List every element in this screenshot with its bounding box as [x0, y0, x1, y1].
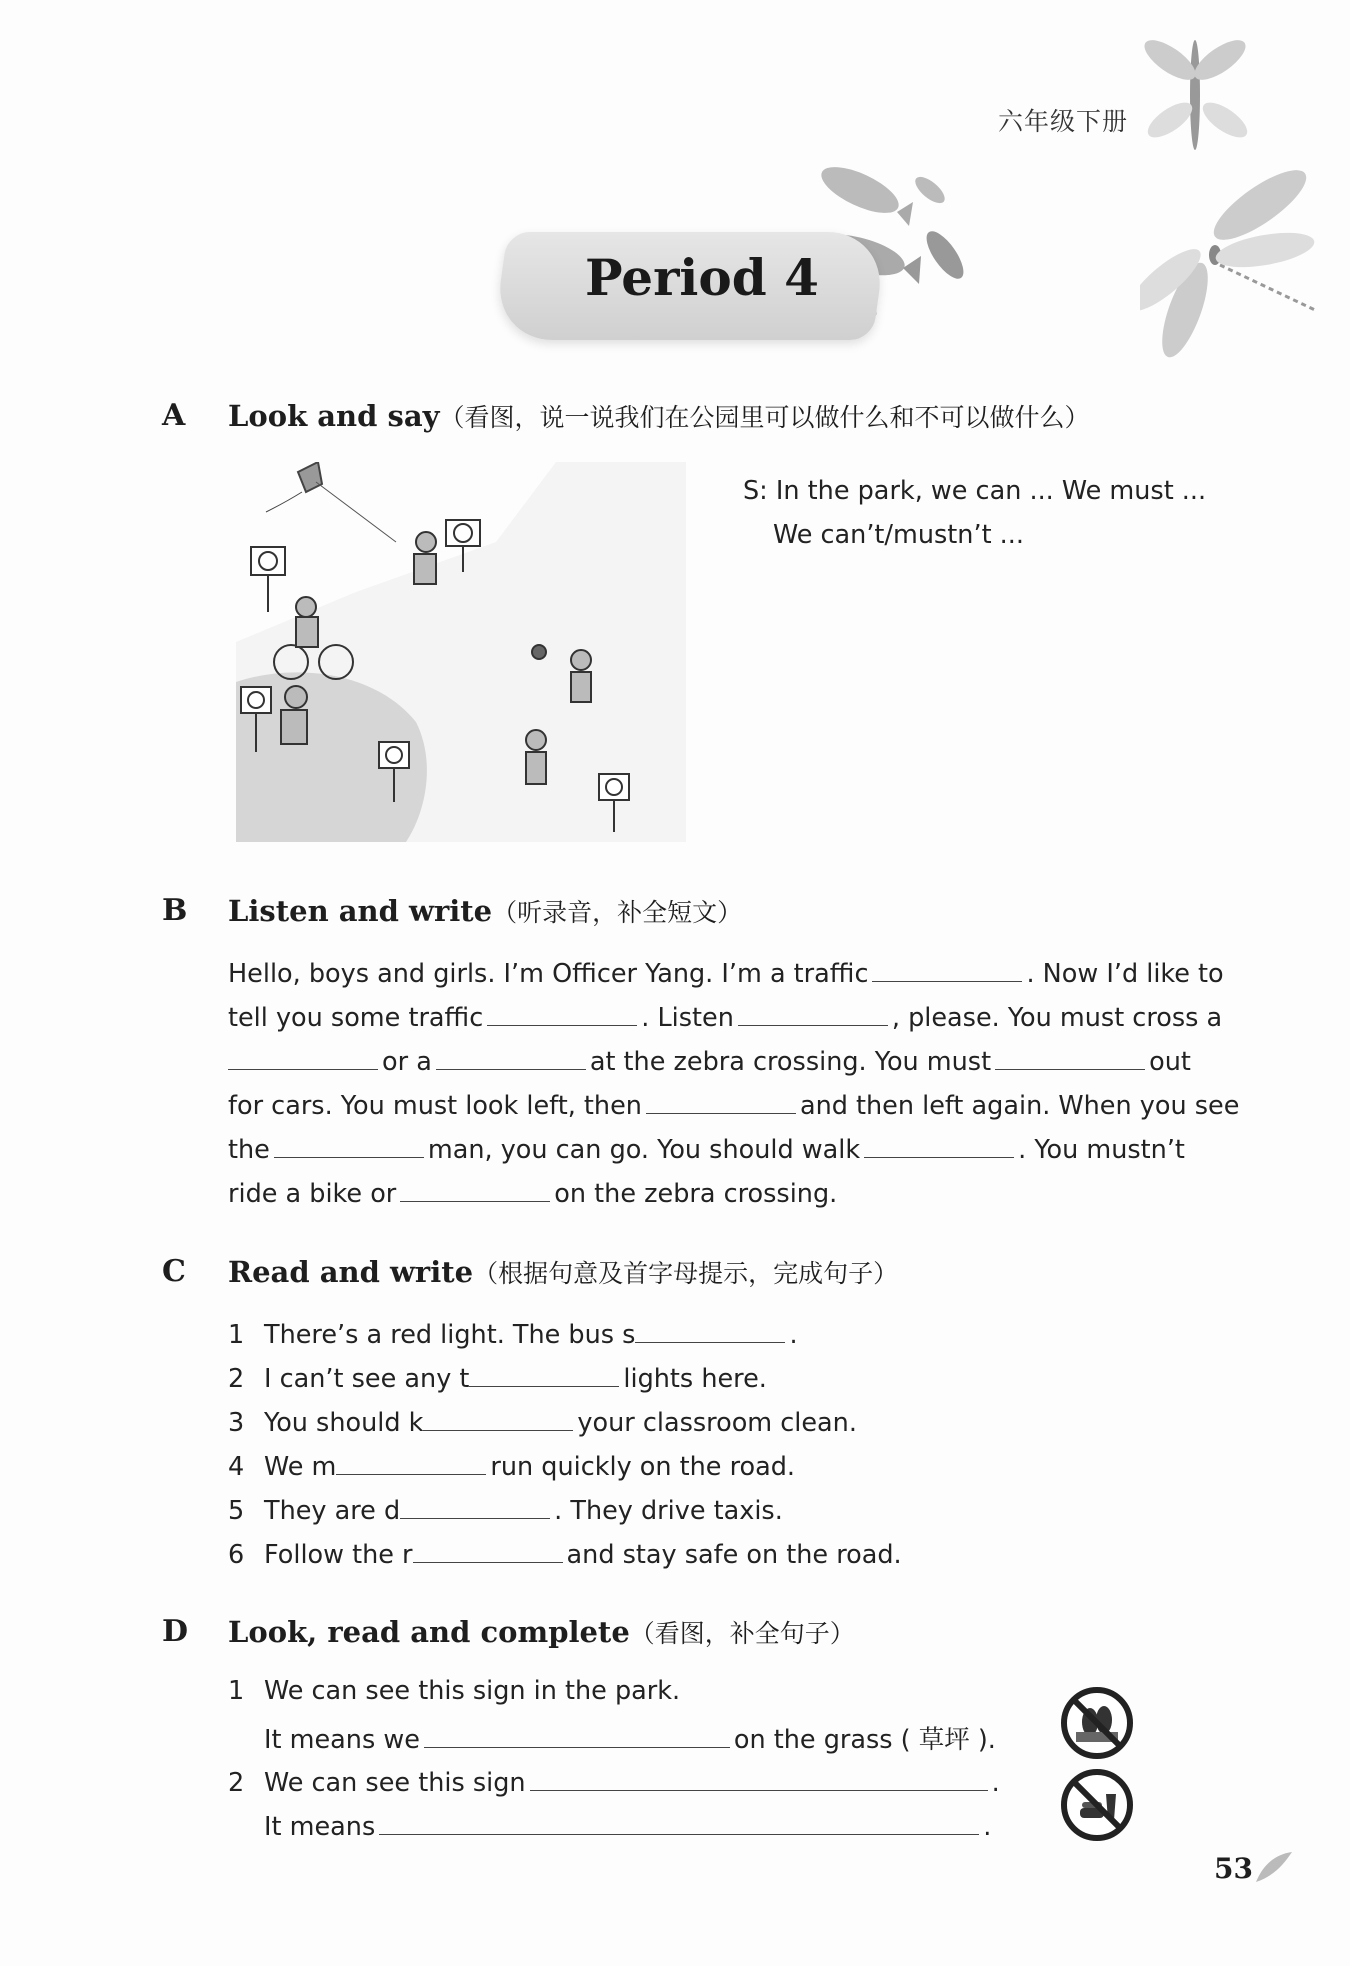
answer-blank[interactable]	[336, 1448, 486, 1475]
answer-blank[interactable]	[635, 1316, 785, 1343]
page-title: Period 4	[585, 248, 819, 307]
complete-item-1-line-2: It means we on the grass ( 草坪 ).	[264, 1720, 996, 1756]
read-write-item-4: 4 We m run quickly on the road.	[228, 1448, 795, 1482]
park-illustration	[236, 462, 686, 842]
no-walking-on-grass-sign-icon	[1060, 1686, 1134, 1760]
section-a-title: Look and say	[228, 399, 440, 433]
read-write-item-2: 2 I can’t see any t lights here.	[228, 1360, 767, 1394]
passage-line-4: for cars. You must look left, then and then left again. When you see	[228, 1087, 1239, 1121]
section-c-letter: C	[162, 1254, 186, 1289]
section-b-letter: B	[162, 893, 188, 928]
section-c-instruction: （根据句意及首字母提示，完成句子）	[473, 1259, 899, 1288]
passage-line-2: tell you some traffic . Listen , please. You must cross a	[228, 999, 1222, 1033]
answer-blank[interactable]	[379, 1808, 979, 1835]
section-a-instruction: （看图，说一说我们在公园里可以做什么和不可以做什么）	[439, 403, 1090, 432]
leaf-icon	[1254, 1850, 1294, 1886]
section-d-instruction: （看图，补全句子）	[629, 1619, 855, 1648]
answer-blank[interactable]	[738, 999, 888, 1026]
section-b-heading	[228, 893, 742, 929]
answer-blank[interactable]	[436, 1043, 586, 1070]
section-b-instruction: （听录音，补全短文）	[492, 898, 743, 927]
read-write-item-5: 5 They are d . They drive taxis.	[228, 1492, 783, 1526]
answer-blank[interactable]	[413, 1536, 563, 1563]
answer-blank[interactable]	[274, 1131, 424, 1158]
answer-blank[interactable]	[487, 999, 637, 1026]
complete-item-1-line-1: 1 We can see this sign in the park.	[228, 1676, 681, 1706]
answer-blank[interactable]	[423, 1404, 573, 1431]
passage-line-5: the man, you can go. You should walk . You mustn’t	[228, 1131, 1185, 1165]
read-write-item-1: 1 There’s a red light. The bus s .	[228, 1316, 798, 1350]
complete-item-2-line-2: It means .	[264, 1808, 991, 1842]
dragonfly-top-decoration	[1140, 20, 1250, 170]
section-c-title: Read and write	[228, 1255, 474, 1289]
passage-line-3: or a at the zebra crossing. You must out	[224, 1043, 1191, 1077]
answer-blank[interactable]	[872, 955, 1022, 982]
section-b-title: Listen and write	[228, 894, 493, 928]
answer-blank[interactable]	[400, 1492, 550, 1519]
answer-blank[interactable]	[400, 1175, 550, 1202]
section-d-heading	[228, 1614, 855, 1650]
answer-blank[interactable]	[864, 1131, 1014, 1158]
answer-blank[interactable]	[995, 1043, 1145, 1070]
answer-blank[interactable]	[228, 1043, 378, 1070]
section-a-prompt-line-1: S: In the park, we can ... We must ...	[743, 476, 1207, 506]
section-d-title: Look, read and complete	[228, 1615, 630, 1649]
grade-label: 六年级下册	[998, 107, 1129, 136]
page-number: 53	[1214, 1852, 1253, 1885]
dragonfly-right-decoration	[1140, 160, 1320, 370]
read-write-item-6: 6 Follow the r and stay safe on the road.	[228, 1536, 902, 1570]
answer-blank[interactable]	[530, 1764, 988, 1791]
passage-line-6: ride a bike or on the zebra crossing.	[228, 1175, 837, 1209]
complete-item-2-line-1: 2 We can see this sign .	[228, 1764, 1000, 1798]
section-c-heading	[228, 1254, 898, 1290]
passage-line-1: Hello, boys and girls. I’m Officer Yang. I’m a traffic . Now I’d like to	[228, 955, 1224, 989]
section-d-letter: D	[162, 1614, 189, 1649]
section-a-letter: A	[162, 398, 186, 433]
no-eating-sign-icon	[1060, 1768, 1134, 1842]
answer-blank[interactable]	[646, 1087, 796, 1114]
section-a-prompt-line-2: We can’t/mustn’t ...	[773, 520, 1024, 550]
answer-blank[interactable]	[469, 1360, 619, 1387]
answer-blank[interactable]	[424, 1721, 730, 1748]
section-a-heading	[228, 398, 1090, 434]
read-write-item-3: 3 You should k your classroom clean.	[228, 1404, 857, 1438]
